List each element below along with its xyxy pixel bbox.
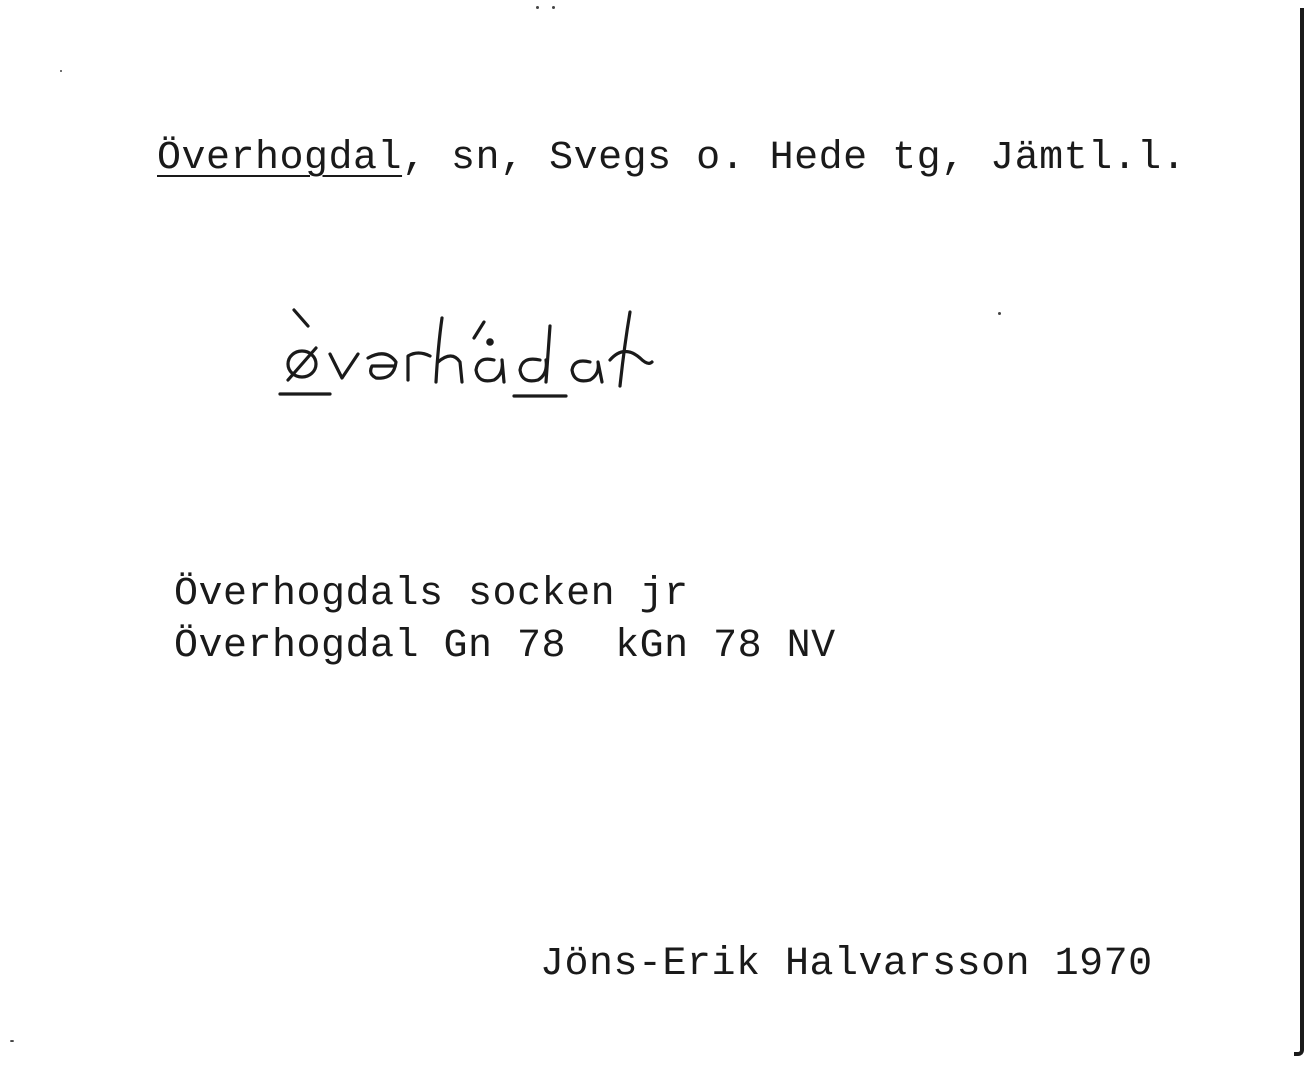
- note-line-2: Överhogdal Gn 78 kGn 78 NV: [174, 624, 836, 669]
- author-signature: Jöns-Erik Halvarsson 1970: [540, 942, 1153, 987]
- heading-line: [157, 136, 1186, 181]
- heading-rest: , sn, Svegs o. Hede tg, Jämtl.l.: [402, 136, 1187, 181]
- phonetic-transcription-handwriting: [268, 296, 718, 408]
- card-edge: [1294, 8, 1304, 1056]
- scan-speck: [10, 1040, 14, 1042]
- scan-speck: [536, 6, 539, 9]
- scan-speck: [998, 312, 1001, 315]
- note-line-1: Överhogdals socken jr: [174, 572, 689, 617]
- headword: Överhogdal: [157, 136, 403, 181]
- scan-speck: [60, 70, 62, 72]
- scan-speck: [552, 6, 555, 9]
